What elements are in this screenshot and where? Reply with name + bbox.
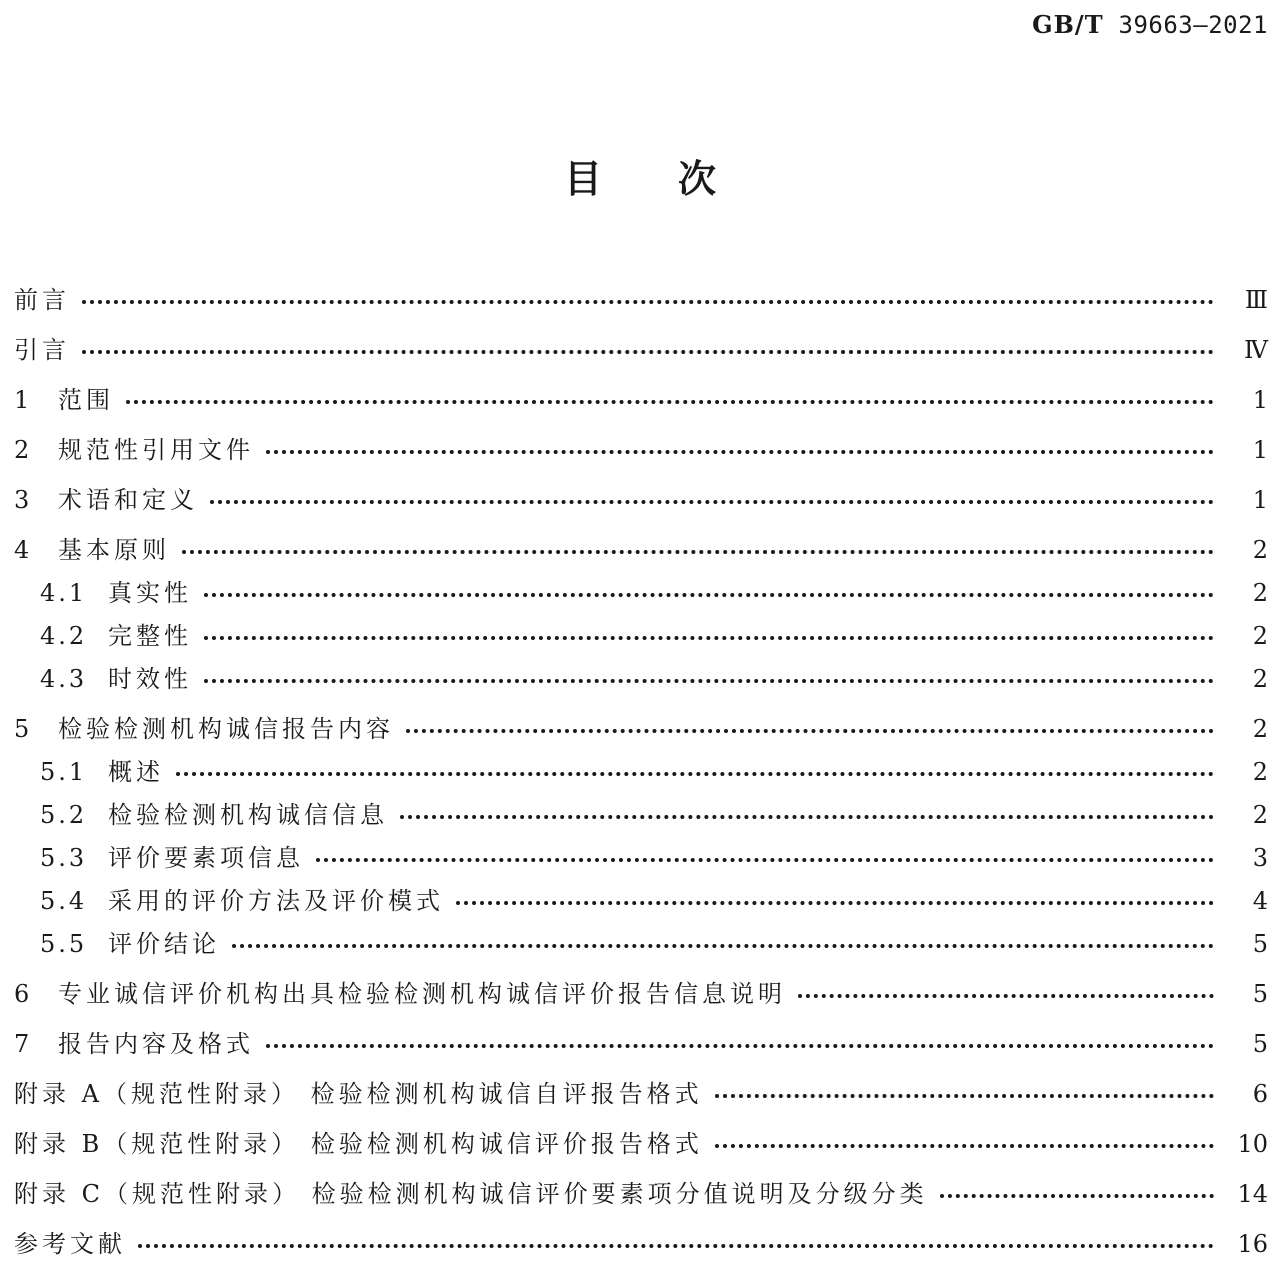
standard-prefix: GB/T bbox=[1032, 10, 1104, 39]
dot-leader bbox=[400, 815, 1214, 819]
dot-leader bbox=[204, 636, 1214, 640]
toc-entry-number: 5.2 bbox=[40, 801, 88, 829]
toc-entry-number: 7 bbox=[14, 1030, 33, 1058]
toc-entry-annex-c[interactable] bbox=[0, 1170, 1280, 1218]
toc-entry-label: 检验检测机构诚信信息 bbox=[108, 801, 388, 829]
toc-entry-7[interactable] bbox=[0, 1020, 1280, 1068]
toc-entry-page: Ⅲ bbox=[1244, 286, 1268, 314]
toc-entry-5-4[interactable] bbox=[0, 877, 1280, 925]
dot-leader bbox=[210, 500, 1214, 504]
dot-leader bbox=[406, 729, 1214, 733]
toc-entry-page: 16 bbox=[1237, 1230, 1268, 1258]
dot-leader bbox=[182, 550, 1214, 554]
toc-entry-label: 附录 B（规范性附录） 检验检测机构诚信评价报告格式 bbox=[14, 1130, 703, 1158]
toc-entry-page: 1 bbox=[1252, 436, 1268, 464]
toc-entry-annex-b[interactable] bbox=[0, 1120, 1280, 1168]
toc-entry-foreword[interactable] bbox=[0, 276, 1280, 324]
toc-entry-4-3[interactable] bbox=[0, 655, 1280, 703]
toc-entry-label: 概述 bbox=[108, 758, 164, 786]
page-title: 目次 bbox=[563, 157, 792, 201]
toc-entry-1[interactable] bbox=[0, 376, 1280, 424]
toc-entry-page: 10 bbox=[1237, 1130, 1268, 1158]
toc-entry-page: 14 bbox=[1237, 1180, 1268, 1208]
toc-entry-bibliography[interactable] bbox=[0, 1220, 1280, 1268]
dot-leader bbox=[715, 1144, 1214, 1148]
dot-leader bbox=[204, 679, 1214, 683]
standard-number: 39663—2021 bbox=[1118, 11, 1268, 39]
toc-entry-page: 2 bbox=[1252, 758, 1268, 786]
toc-entry-page: 5 bbox=[1252, 930, 1268, 958]
toc-entry-label: 基本原则 bbox=[58, 536, 170, 564]
dot-leader bbox=[940, 1194, 1214, 1198]
toc-entry-label: 规范性引用文件 bbox=[58, 436, 254, 464]
dot-leader bbox=[138, 1244, 1214, 1248]
toc-entry-5-3[interactable] bbox=[0, 834, 1280, 882]
toc-entry-page: 3 bbox=[1252, 844, 1268, 872]
toc-entry-number: 4.1 bbox=[40, 579, 88, 607]
toc-entry-number: 5.3 bbox=[40, 844, 88, 872]
dot-leader bbox=[798, 994, 1214, 998]
toc-entry-label: 前言 bbox=[14, 286, 70, 314]
toc-entry-page: 2 bbox=[1252, 715, 1268, 743]
toc-entry-page: 2 bbox=[1252, 622, 1268, 650]
toc-entry-number: 6 bbox=[14, 980, 33, 1008]
toc-entry-page: 2 bbox=[1252, 801, 1268, 829]
toc-entry-number: 2 bbox=[14, 436, 33, 464]
toc-entry-6[interactable] bbox=[0, 970, 1280, 1018]
dot-leader bbox=[204, 593, 1214, 597]
toc-entry-label: 报告内容及格式 bbox=[58, 1030, 254, 1058]
toc-entry-label: 真实性 bbox=[108, 579, 192, 607]
dot-leader bbox=[316, 858, 1214, 862]
toc-entry-2[interactable] bbox=[0, 426, 1280, 474]
toc-entry-introduction[interactable] bbox=[0, 326, 1280, 374]
toc-entry-page: 5 bbox=[1252, 980, 1268, 1008]
toc-entry-4-2[interactable] bbox=[0, 612, 1280, 660]
toc-entry-page: 2 bbox=[1252, 579, 1268, 607]
toc-entry-label: 时效性 bbox=[108, 665, 192, 693]
toc-entry-label: 评价要素项信息 bbox=[108, 844, 304, 872]
dot-leader bbox=[82, 300, 1214, 304]
toc-entry-label: 引言 bbox=[14, 336, 70, 364]
toc-entry-5-5[interactable] bbox=[0, 920, 1280, 968]
toc-entry-label: 检验检测机构诚信报告内容 bbox=[58, 715, 394, 743]
toc-entry-page: 2 bbox=[1252, 536, 1268, 564]
toc-entry-number: 4.3 bbox=[40, 665, 88, 693]
toc-entry-annex-a[interactable] bbox=[0, 1070, 1280, 1118]
toc-entry-number: 3 bbox=[14, 486, 33, 514]
toc-entry-number: 1 bbox=[14, 386, 33, 414]
dot-leader bbox=[126, 400, 1214, 404]
toc-entry-label: 采用的评价方法及评价模式 bbox=[108, 887, 444, 915]
toc-entry-number: 4 bbox=[14, 536, 33, 564]
dot-leader bbox=[456, 901, 1214, 905]
toc-entry-3[interactable] bbox=[0, 476, 1280, 524]
toc-entry-number: 5.5 bbox=[40, 930, 88, 958]
toc-entry-label: 完整性 bbox=[108, 622, 192, 650]
toc-entry-page: Ⅳ bbox=[1244, 336, 1268, 364]
toc-entry-5-1[interactable] bbox=[0, 748, 1280, 796]
toc-entry-page: 4 bbox=[1252, 887, 1268, 915]
toc-entry-label: 附录 A（规范性附录） 检验检测机构诚信自评报告格式 bbox=[14, 1080, 703, 1108]
toc-entry-label: 评价结论 bbox=[108, 930, 220, 958]
dot-leader bbox=[82, 350, 1214, 354]
dot-leader bbox=[266, 1044, 1214, 1048]
toc-entry-label: 专业诚信评价机构出具检验检测机构诚信评价报告信息说明 bbox=[58, 980, 786, 1008]
toc-entry-page: 1 bbox=[1252, 386, 1268, 414]
toc-entry-number: 5.4 bbox=[40, 887, 88, 915]
toc-entry-4-1[interactable] bbox=[0, 569, 1280, 617]
toc-entry-page: 1 bbox=[1252, 486, 1268, 514]
toc-entry-number: 4.2 bbox=[40, 622, 88, 650]
toc-entry-page: 6 bbox=[1252, 1080, 1268, 1108]
toc-entry-label: 附录 C（规范性附录） 检验检测机构诚信评价要素项分值说明及分级分类 bbox=[14, 1180, 928, 1208]
toc-entry-label: 参考文献 bbox=[14, 1230, 126, 1258]
toc-entry-5[interactable] bbox=[0, 705, 1280, 753]
toc-entry-number: 5 bbox=[14, 715, 33, 743]
toc-entry-5-2[interactable] bbox=[0, 791, 1280, 839]
toc-entry-label: 术语和定义 bbox=[58, 486, 198, 514]
toc-entry-page: 5 bbox=[1252, 1030, 1268, 1058]
dot-leader bbox=[715, 1094, 1214, 1098]
toc-entry-page: 2 bbox=[1252, 665, 1268, 693]
standard-code bbox=[1032, 10, 1268, 39]
dot-leader bbox=[176, 772, 1214, 776]
dot-leader bbox=[266, 450, 1214, 454]
toc-entry-label: 范围 bbox=[58, 386, 114, 414]
toc-entry-4[interactable] bbox=[0, 526, 1280, 574]
dot-leader bbox=[232, 944, 1214, 948]
toc-entry-number: 5.1 bbox=[40, 758, 88, 786]
